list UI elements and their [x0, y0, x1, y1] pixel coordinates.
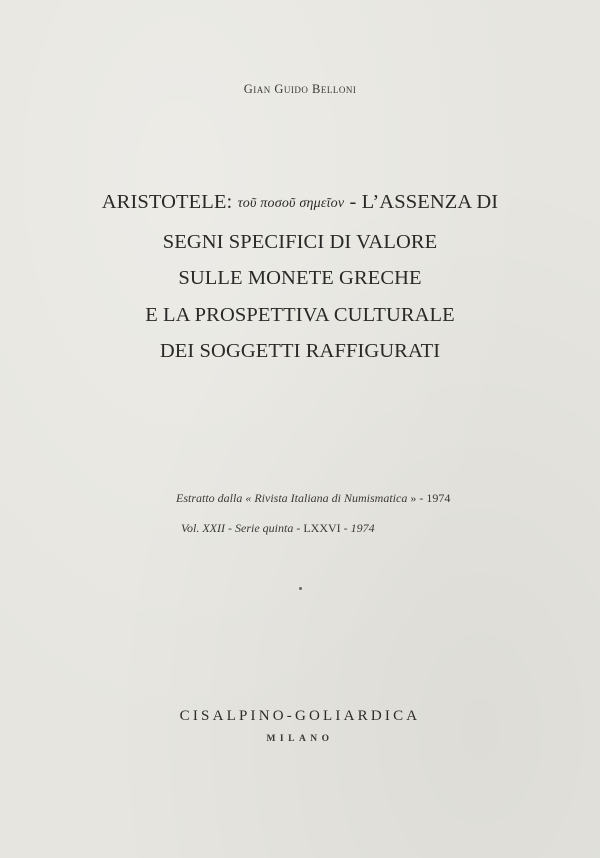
title-line-5: DEI SOGGETTI RAFFIGURATI [159, 340, 441, 362]
title-line-3: SULLE MONETE GRECHE [178, 267, 422, 289]
publisher-name: CISALPINO-GOLIARDICA [179, 708, 421, 724]
title-line-1-end: - L’ASSENZA DI [349, 191, 499, 213]
volume-year: 1974 [350, 521, 375, 535]
issue-number: LXXVI [303, 521, 341, 535]
title-line-1 [0, 184, 600, 224]
volume-separator-2: - [293, 521, 304, 535]
extract-prefix: Estratto dalla « [176, 491, 252, 505]
volume-separator-3: - [340, 521, 351, 535]
journal-name: Rivista Italiana di Numismatica [254, 491, 408, 505]
volume-line [181, 521, 375, 536]
title-line-4: E LA PROSPETTIVA CULTURALE [145, 303, 455, 326]
publisher-city: MILANO [266, 734, 334, 744]
extract-suffix: » - 1974 [410, 491, 451, 505]
extract-source-line [176, 491, 450, 506]
author-name: Gian Guido Belloni [243, 82, 357, 96]
ornament-dot [299, 587, 302, 590]
publication-title [0, 184, 600, 370]
volume: Vol. XXII [181, 521, 225, 535]
volume-separator-1: - [225, 521, 235, 535]
title-line-2: SEGNI SPECIFICI DI VALORE [162, 230, 438, 253]
title-greek-phrase: τοῦ ποσοῦ σημεῖον [237, 196, 345, 211]
title-line-1-start: ARISTOTELE: [101, 191, 233, 213]
series: Serie quinta [235, 521, 294, 535]
